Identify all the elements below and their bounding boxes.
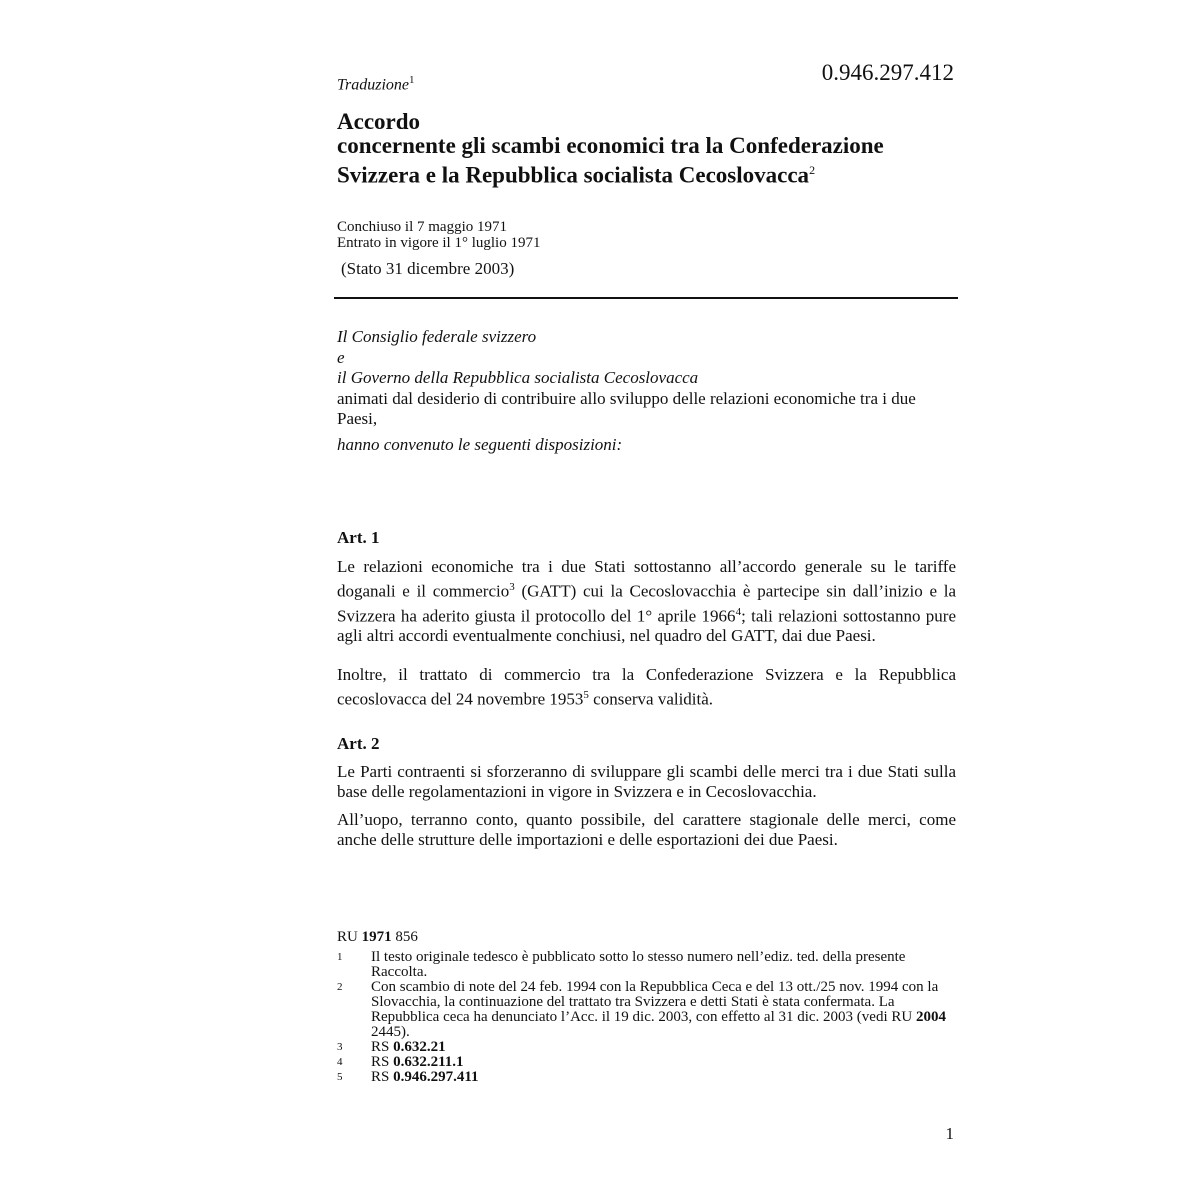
footnote-number: 2 — [337, 981, 343, 993]
footnote-ref-5[interactable]: 5 — [583, 689, 589, 701]
footnotes — [337, 930, 957, 1085]
article-1-paragraph-1: Le relazioni economiche tra i due Stati sottostanno all’accordo generale su le tariffe doganali e il commercio$^3$ (GATT) cui la Cecoslovacchia è partecipe sin dall’inizio e la Svizzera ha aderito giusta il protocollo del 1° aprile 1966$^4$; tali relazioni sottostanno pure agli altri accordi eventualmente conchiusi, nel quadro del GATT, dai due Paesi. — [337, 557, 956, 646]
status-date: (Stato 31 dicembre 2003) — [341, 259, 515, 278]
footnote-4: 4 RS 0.632.211.1 — [337, 1054, 464, 1070]
footnote-text: Con scambio di note del 24 feb. 1994 con la Repubblica Ceca e del 13 ott./25 nov. 1994 con la Slovacchia, la continuazione del trattato tra Svizzera e detti Stati è stata confermata. La Repubblica ceca ha denunciato l’Acc. il 19 dic. 2003, con effetto al 31 dic. 2003 (vedi RU 2004 2445). — [371, 979, 946, 1040]
footnote-ref-2[interactable]: 2 — [809, 163, 816, 177]
article-2-heading: Art. 2 — [337, 734, 380, 753]
sr-link[interactable]: 0.946.297.411 — [393, 1069, 479, 1085]
footnote-ref-4[interactable]: 4 — [735, 605, 742, 618]
title-line-1: Accordo — [337, 109, 421, 134]
preamble — [337, 327, 957, 455]
page-number: 1 — [945, 1124, 954, 1143]
translation-label: Traduzione$^1$ — [337, 74, 415, 94]
title-line-3: Svizzera e la Repubblica socialista Cecoslovacca$^2$ — [337, 162, 816, 188]
footnote-number: 3 — [337, 1041, 343, 1053]
article-1-heading: Art. 1 — [337, 528, 380, 547]
footnote-number: 1 — [337, 951, 343, 963]
intent-text: animati dal desiderio di contribuire allo sviluppo delle relazioni economiche tra i due Paesi, — [337, 388, 916, 428]
sr-link[interactable]: 0.632.21 — [393, 1039, 446, 1055]
footnote-ref-1[interactable]: 1 — [409, 74, 415, 86]
ru-reference: RU 1971 856 — [337, 929, 418, 945]
footnote-5: 5 RS 0.946.297.411 — [337, 1069, 479, 1085]
footnote-1 — [337, 950, 957, 980]
footnote-text: Il testo originale tedesco è pubblicato sotto lo stesso numero nell’ediz. ted. della presente Raccolta. — [371, 949, 906, 980]
header-divider — [334, 297, 958, 299]
concluded-date: Conchiuso il 7 maggio 1971 — [337, 219, 507, 235]
footnote-3: 3 RS 0.632.21 — [337, 1039, 446, 1055]
party-1: Il Consiglio federale svizzero — [337, 327, 537, 346]
document-title — [337, 110, 977, 188]
article-2-paragraph-2: All’uopo, terranno conto, quanto possibile, del carattere stagionale delle merci, come anche delle strutture delle importazioni e delle esportazioni dei due Paesi. — [337, 810, 956, 849]
agreed-text: hanno convenuto le seguenti disposizioni: — [337, 434, 623, 454]
article-1-paragraph-2: Inoltre, il trattato di commercio tra la Confederazione Svizzera e la Repubblica cecoslovacca del 24 novembre 1953$^5$ conserva validità. — [337, 665, 956, 709]
sr-link[interactable]: 0.632.211.1 — [393, 1054, 464, 1070]
document-dates — [337, 219, 540, 251]
article-2-paragraph-1: Le Parti contraenti si sforzeranno di sviluppare gli scambi delle merci tra i due Stati sulla base delle regolamentazioni in vigore in Svizzera e in Cecoslovacchia. — [337, 762, 956, 801]
footnote-number: 5 — [337, 1071, 343, 1083]
footnote-ref-3[interactable]: 3 — [509, 581, 515, 593]
footnote-number: 4 — [337, 1056, 343, 1068]
footnote-2 — [337, 980, 957, 1040]
title-line-2: concernente gli scambi economici tra la Confederazione — [337, 133, 884, 158]
in-force-date: Entrato in vigore il 1° luglio 1971 — [337, 235, 541, 251]
sr-number: 0.946.297.412 — [821, 60, 954, 85]
conjunction: e — [337, 347, 345, 367]
party-2: il Governo della Repubblica socialista Cecoslovacca — [337, 368, 699, 387]
